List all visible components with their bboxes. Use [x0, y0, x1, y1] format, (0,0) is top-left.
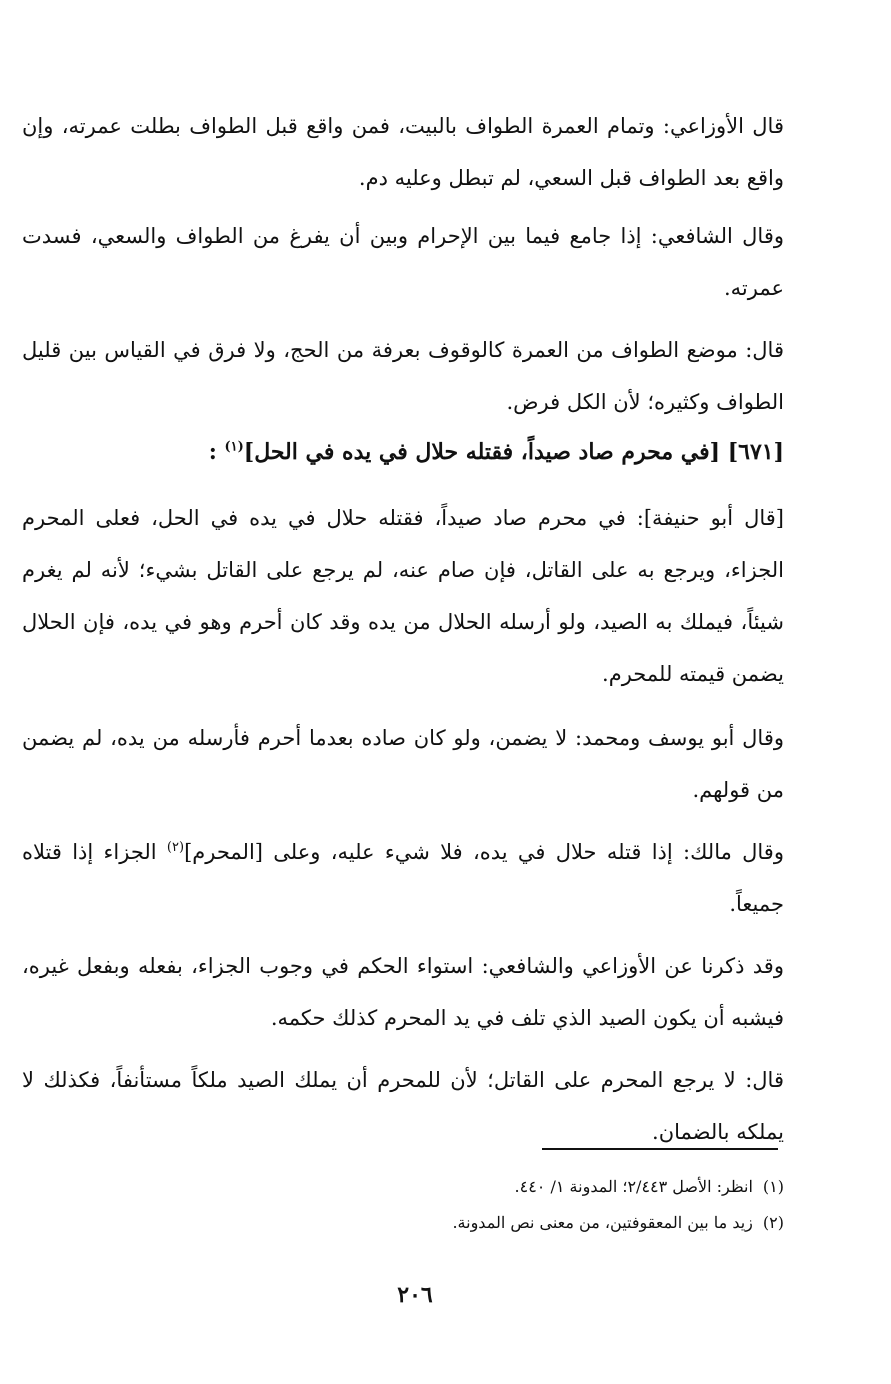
section-heading — [22, 432, 784, 472]
footnote-1-text: انظر: الأصل ٢/٤٤٣؛ المدونة ١/ ٤٤٠. — [514, 1177, 753, 1196]
footnote-2-text: زيد ما بين المعقوفتين، من معنى نص المدونة. — [452, 1213, 753, 1232]
paragraph-abu-yusuf: وقال أبو يوسف ومحمد: لا يضمن، ولو كان صاده بعدما أحرم فأرسله من يده، لم يضمن من قولهم. — [22, 726, 784, 802]
section-body — [22, 492, 784, 1158]
paragraph-shafii: وقال الشافعي: إذا جامع فيما بين الإحرام وبين أن يفرغ من الطواف والسعي، فسدت عمرته. — [22, 224, 784, 300]
paragraph-malik — [22, 826, 784, 930]
paragraph-awzai-shafii: وقد ذكرنا عن الأوزاعي والشافعي: استواء الحكم في وجوب الجزاء، بفعله وبفعل غيره، فيشبه أن يكون الصيد الذي تلف في يد المحرم كذلك حكمه. — [22, 954, 784, 1030]
malik-text-before: وقال مالك: إذا قتله حلال في يده، فلا شيء عليه، وعلى [المحرم] — [184, 840, 784, 864]
footnote-marker-1: (١) — [224, 439, 244, 455]
footnote-marker-2: (٢) — [166, 840, 185, 855]
paragraph-awzai: قال الأوزاعي: وتمام العمرة الطواف بالبيت، فمن واقع قبل الطواف بطلت عمرته، وإن واقع بعد الطواف قبل السعي، لم تبطل وعليه دم. — [22, 114, 784, 190]
footnote-1 — [300, 1172, 784, 1202]
section-heading-colon: : — [208, 439, 217, 465]
intro-block — [22, 100, 784, 428]
footnote-separator — [542, 1148, 778, 1150]
paragraph-conclusion: قال: لا يرجع المحرم على القاتل؛ لأن للمحرم أن يملك الصيد ملكاً مستأنفاً، فكذلك لا يملكه بالضمان. — [22, 1068, 784, 1144]
footnote-2 — [300, 1208, 784, 1238]
section-heading-text: [٦٧١] [في محرم صاد صيداً، فقتله حلال في يده في الحل] — [243, 439, 784, 465]
paragraph-qiyas: قال: موضع الطواف من العمرة كالوقوف بعرفة من الحج، ولا فرق في القياس بين قليل الطواف وكثيره؛ لأن الكل فرض. — [22, 338, 784, 414]
malik-text-after: الجزاء إذا قتلاه جميعاً. — [22, 840, 784, 916]
footnote-2-number: (٢) — [762, 1213, 784, 1232]
footnote-1-number: (١) — [762, 1177, 784, 1196]
paragraph-abu-hanifa: [قال أبو حنيفة]: في محرم صاد صيداً، فقتله حلال في يده في الحل، فعلى المحرم الجزاء، ويرجع به على القاتل، فإن صام عنه، لم يرجع على القاتل بشيء؛ لأنه لم يغرم شيئاً، فيملك به الصيد، ولو أرسله الحلال من يده وقد كان أحرم وهو في يده، فإن الحلال يضمن قيمته للمحرم. — [22, 506, 784, 686]
page-number: ٢٠٦ — [397, 1282, 433, 1308]
